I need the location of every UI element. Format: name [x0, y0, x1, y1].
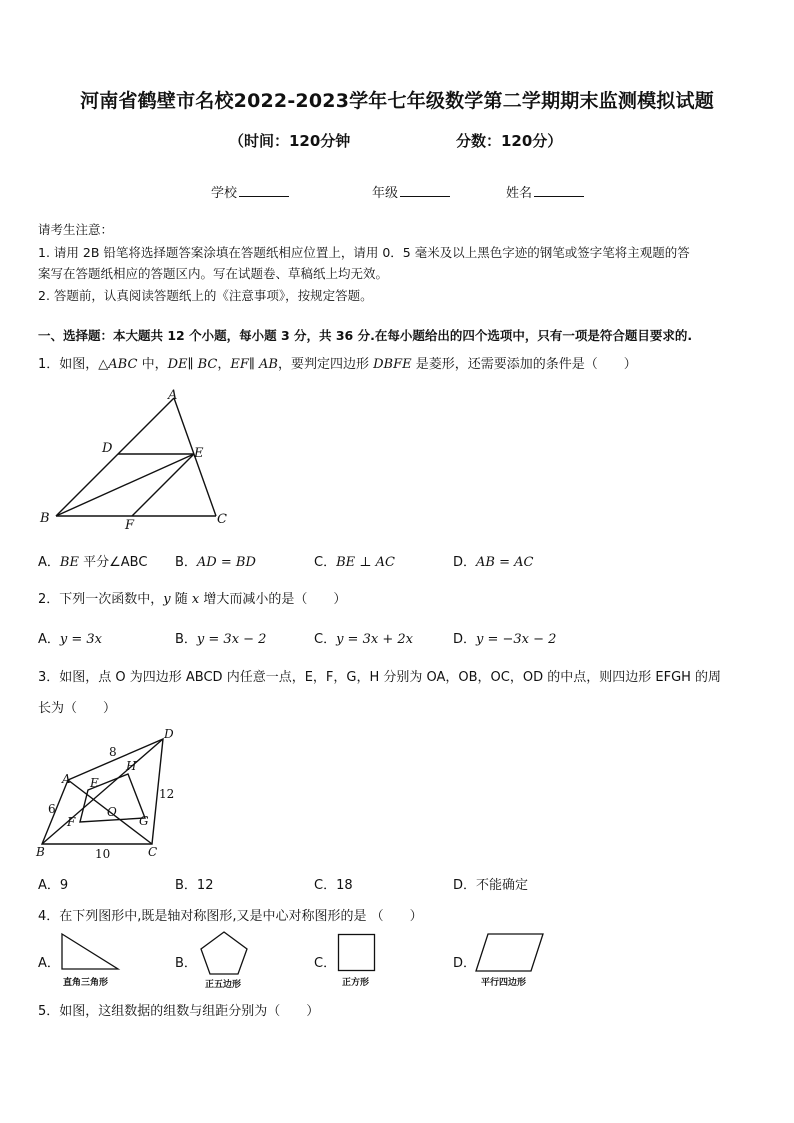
q3-label-g: G [139, 814, 149, 828]
q3-option-b[interactable] [175, 874, 213, 893]
q2-option-d[interactable] [453, 628, 556, 647]
option-text: 12 [196, 878, 214, 893]
q1-stem [38, 353, 637, 372]
section-heading: 一、选择题：本大题共 12 个小题，每小题 3 分，共 36 分.在每小题给出的四个选项中，只有一项是符合题目要求的. [38, 328, 693, 343]
q3-option-c[interactable] [314, 874, 353, 893]
q1-triangle: △ABC [98, 357, 138, 372]
q2-text-pre: 下列一次函数中， [59, 592, 164, 607]
grade-label: 年级 [372, 186, 399, 201]
q1-ef-parallel: EF∥ AB [230, 357, 278, 372]
q4-option-b-label[interactable]: B． [175, 956, 197, 971]
option-math: y = −3x − 2 [476, 632, 557, 647]
q2-option-c[interactable] [314, 628, 413, 647]
option-label: B． [175, 878, 197, 893]
grade-field [372, 182, 450, 201]
school-field [211, 182, 289, 201]
q1-option-b[interactable] [175, 551, 256, 570]
q3-length-ab: 6 [48, 802, 56, 816]
q4-pentagon-shape [198, 930, 250, 976]
option-label: A． [38, 555, 60, 570]
q4-caption-c: 正方形 [342, 978, 370, 988]
q4-right-triangle-shape [60, 932, 122, 972]
option-label: D． [453, 878, 477, 893]
notice-item-2: 2. 答题前，认真阅读答题纸上的《注意事项》，按规定答题。 [38, 288, 373, 303]
name-field [506, 182, 584, 201]
q3-label-f: F [67, 815, 76, 829]
option-label: C． [314, 555, 337, 570]
notice-item-1b: 案写在答题纸相应的答题区内。写在试题卷、草稿纸上均无效。 [38, 266, 389, 281]
q4-option-a-label[interactable]: A． [38, 956, 60, 971]
q1-number: 1． [38, 357, 60, 372]
q2-option-a[interactable] [38, 628, 102, 647]
q3-label-b: B [36, 845, 45, 859]
q1-label-c: C [217, 512, 227, 527]
q4-stem: 4．在下列图形中,既是轴对称图形,又是中心对称图形的是 （ ） [38, 909, 423, 924]
option-label: B． [175, 632, 197, 647]
q4-option-d-label[interactable]: D． [453, 956, 477, 971]
q4-parallelogram-shape [474, 932, 546, 974]
q3-label-c: C [148, 845, 158, 859]
q1-text-pre: 如图， [59, 357, 99, 372]
q2-var-y: y [163, 592, 171, 607]
q4-option-c-label[interactable]: C． [314, 956, 337, 971]
option-text: 不能确定 [476, 878, 529, 893]
q3-diag-bd [42, 739, 163, 844]
q1-line-be [56, 454, 194, 516]
q3-label-d: D [164, 727, 174, 741]
option-text: 平分∠ABC [78, 555, 148, 570]
q3-stem-line2: 长为（ ） [38, 701, 117, 716]
option-math: AD = BD [196, 555, 256, 570]
option-math: AB = AC [476, 555, 534, 570]
option-label: C． [314, 878, 337, 893]
q3-figure [30, 722, 210, 862]
q2-option-b[interactable] [175, 628, 266, 647]
exam-score: 分数：120分） [456, 132, 563, 150]
q1-sep: ， [217, 357, 231, 372]
q4-caption-b: 正五边形 [205, 980, 242, 990]
q1-label-b: B [40, 511, 50, 526]
q1-figure [30, 385, 250, 535]
q3-label-o: O [107, 805, 117, 819]
page-title: 河南省鹤壁市名校2022-2023学年七年级数学第二学期期末监测模拟试题 [80, 90, 714, 112]
q3-stem-line1: 3．如图，点 O 为四边形 ABCD 内任意一点，E，F，G，H 分别为 OA，OB，OC，OD 的中点，则四边形 EFGH 的周 [38, 670, 722, 685]
q1-text-post: 是菱形，还需要添加的条件是（ ） [411, 357, 637, 372]
option-label: B． [175, 555, 197, 570]
q3-length-cd: 12 [159, 787, 175, 801]
q1-option-d[interactable] [453, 551, 533, 570]
q3-label-h: H [126, 759, 137, 773]
q1-option-a[interactable] [38, 551, 147, 570]
q3-label-e: E [90, 776, 99, 790]
school-blank [239, 184, 289, 197]
q1-quad: DBFE [373, 357, 412, 372]
q2-stem [38, 588, 346, 607]
option-label: D． [453, 632, 477, 647]
option-text: 18 [336, 878, 353, 893]
option-math: y = 3x − 2 [196, 632, 267, 647]
q1-label-f: F [125, 518, 135, 533]
option-label: C． [314, 632, 337, 647]
school-label: 学校 [211, 186, 238, 201]
q4-caption-d: 平行四边形 [481, 978, 527, 988]
option-math: y = 3x + 2x [336, 632, 413, 647]
q1-de-parallel: DE∥ BC [167, 357, 218, 372]
q3-length-ad: 8 [109, 745, 117, 759]
q4-caption-a: 直角三角形 [63, 978, 109, 988]
q5-stem: 5．如图，这组数据的组数与组距分别为（ ） [38, 1004, 320, 1019]
q1-option-c[interactable] [314, 551, 395, 570]
notice-item-1a: 1. 请用 2B 铅笔将选择题答案涂填在答题纸相应位置上，请用 0．5 毫米及以上黑色字迹的钢笔或签字笔将主观题的答 [38, 245, 690, 260]
option-math: BE ⊥ AC [336, 555, 395, 570]
q1-label-a: A [168, 388, 178, 403]
q2-text-post: 增大而减小的是（ ） [199, 592, 347, 607]
option-text: 9 [59, 878, 69, 893]
q3-label-a: A [62, 772, 71, 786]
q1-line-ef [132, 454, 194, 516]
q3-option-a[interactable] [38, 874, 68, 893]
name-blank [534, 184, 584, 197]
option-label: A． [38, 632, 60, 647]
q2-var-x: x [191, 592, 200, 607]
q1-text-mid2: ，要判定四边形 [277, 357, 374, 372]
option-label: D． [453, 555, 477, 570]
option-label: A． [38, 878, 60, 893]
q1-label-d: D [102, 441, 113, 456]
q2-text-mid: 随 [170, 592, 192, 607]
option-math: y = 3x [59, 632, 103, 647]
q3-length-bc: 10 [95, 847, 111, 861]
option-math: BE [59, 555, 79, 570]
q1-line-ab [56, 398, 174, 516]
q4-square-shape [337, 933, 377, 973]
exam-time: （时间：120分钟 [229, 132, 351, 150]
q1-text-mid1: 中， [137, 357, 168, 372]
q2-number: 2． [38, 592, 60, 607]
grade-blank [400, 184, 450, 197]
q3-option-d[interactable] [453, 874, 528, 893]
notice-title: 请考生注意： [38, 222, 114, 237]
q1-label-e: E [194, 446, 204, 461]
name-label: 姓名 [506, 186, 533, 201]
